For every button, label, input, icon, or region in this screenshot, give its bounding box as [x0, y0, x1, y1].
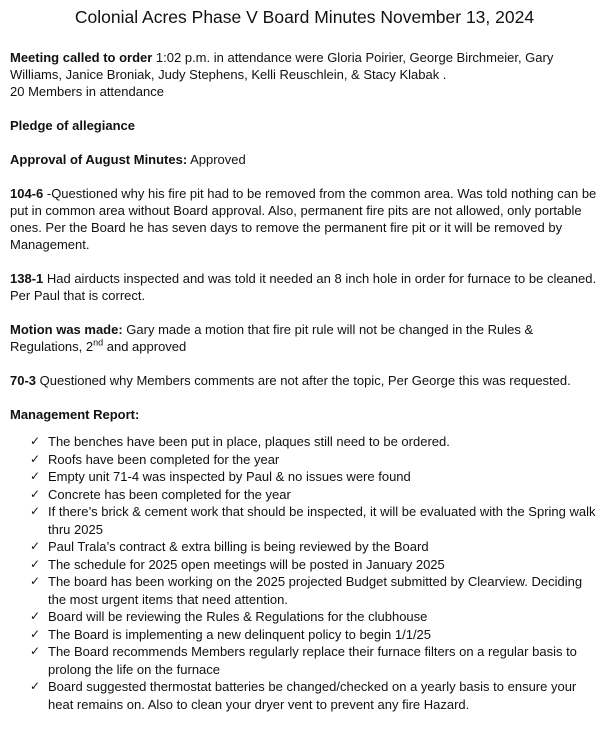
management-report-item — [30, 468, 599, 486]
item-70-label: 70-3 — [10, 373, 37, 388]
management-report-item-text: The Board is implementing a new delinquent policy to begin 1/1/25 — [48, 626, 432, 642]
management-report-item — [30, 503, 599, 538]
call-to-order-paragraph — [10, 49, 599, 83]
management-report-item-text: The benches have been put in place, plaques still need to be ordered. — [48, 434, 450, 449]
management-report-item — [30, 643, 599, 678]
management-report-item-text: If there’s brick & cement work that should be inspected, it will be evaluated with the Spring walk thru 2025 — [48, 504, 596, 537]
approval-label: Approval of August Minutes: — [10, 152, 188, 167]
management-report-item-text: Empty unit 71-4 was inspected by Paul & no issues were found — [48, 469, 411, 484]
item-138-label: 138-1 — [10, 271, 44, 286]
check-mark-icon: ✓ — [30, 451, 41, 466]
check-mark-icon: ✓ — [30, 644, 41, 658]
management-report-heading: Management Report: — [10, 407, 140, 422]
management-report-item-text: Board suggested thermostat batteries be changed/checked on a yearly basis to ensure your heat remains on. Also to clean your dryer vent to prevent any fire Hazard. — [48, 679, 577, 712]
management-report-item — [30, 538, 599, 556]
management-report-item-text: Board will be reviewing the Rules & Regulations for the clubhouse — [48, 609, 428, 624]
motion-superscript: nd — [93, 337, 104, 348]
check-mark-icon: ✓ — [30, 504, 41, 518]
motion-label: Motion was made: — [10, 322, 123, 337]
item-138-text: Had airducts inspected and was told it needed an 8 inch hole in order for furnace to be cleaned. Per Paul that is correct. — [10, 271, 597, 303]
item-138-paragraph — [10, 270, 599, 304]
management-report-item-text: Paul Trala’s contract & extra billing is being reviewed by the Board — [48, 539, 429, 554]
management-report-item — [30, 608, 599, 626]
check-mark-icon: ✓ — [30, 574, 41, 588]
check-mark-icon: ✓ — [30, 469, 41, 483]
check-mark-icon: ✓ — [30, 556, 41, 571]
management-report-item-text: The board has been working on the 2025 projected Budget submitted by Clearview. Deciding the most urgent items that need attention. — [48, 574, 583, 607]
approval-text: Approved — [187, 152, 246, 167]
item-104-text: -Questioned why his fire pit had to be removed from the common area. Was told nothing can be put in common area without Board approval. Also, permanent fire pits are not allowed, only portable ones. Per the Board he has seven days to remove the permanent fire pit or it will be removed by Management. — [10, 186, 597, 252]
item-70-text: Questioned why Members comments are not after the topic, Per George this was requested. — [36, 373, 571, 388]
document-title: Colonial Acres Phase V Board Minutes November 13, 2024 — [74, 7, 535, 27]
members-attendance: 20 Members in attendance — [10, 84, 164, 99]
call-to-order-text: 1:02 p.m. in attendance were Gloria Poirier, George Birchmeier, Gary Williams, Janice Broniak, Judy Stephens, Kelli Reuschlein, & Stacy Klabak . — [10, 50, 554, 82]
management-report-item-text: The schedule for 2025 open meetings will be posted in January 2025 — [48, 556, 445, 572]
management-report-item — [30, 626, 599, 644]
check-mark-icon: ✓ — [30, 626, 41, 641]
management-report-item — [30, 573, 599, 608]
pledge-heading: Pledge of allegiance — [10, 118, 135, 133]
management-report-item — [30, 556, 599, 574]
item-70-paragraph — [10, 372, 599, 389]
management-report-item-text: The Board recommends Members regularly replace their furnace filters on a regular basis to prolong the life on the furnace — [48, 644, 577, 677]
management-report-item-text: Roofs have been completed for the year — [48, 451, 280, 467]
management-report-item — [30, 451, 599, 469]
motion-paragraph — [10, 321, 599, 355]
check-mark-icon: ✓ — [30, 609, 41, 623]
management-report-item-text: Concrete has been completed for the year — [48, 486, 291, 502]
call-to-order-label: Meeting called to order — [10, 50, 153, 65]
check-mark-icon: ✓ — [30, 434, 41, 448]
check-mark-icon: ✓ — [30, 539, 41, 553]
motion-text: Gary made a motion that fire pit rule will not be changed in the Rules & Regulations, 2 — [10, 322, 534, 354]
management-report-item — [30, 433, 599, 451]
check-mark-icon: ✓ — [30, 679, 41, 693]
management-report-item — [30, 678, 599, 713]
item-104-label: 104-6 — [10, 186, 44, 201]
management-report-item — [30, 486, 599, 504]
item-104-paragraph — [10, 185, 599, 253]
motion-text-end: and approved — [103, 339, 187, 354]
approval-paragraph — [10, 151, 599, 168]
management-report-list — [10, 433, 599, 713]
check-mark-icon: ✓ — [30, 486, 41, 501]
